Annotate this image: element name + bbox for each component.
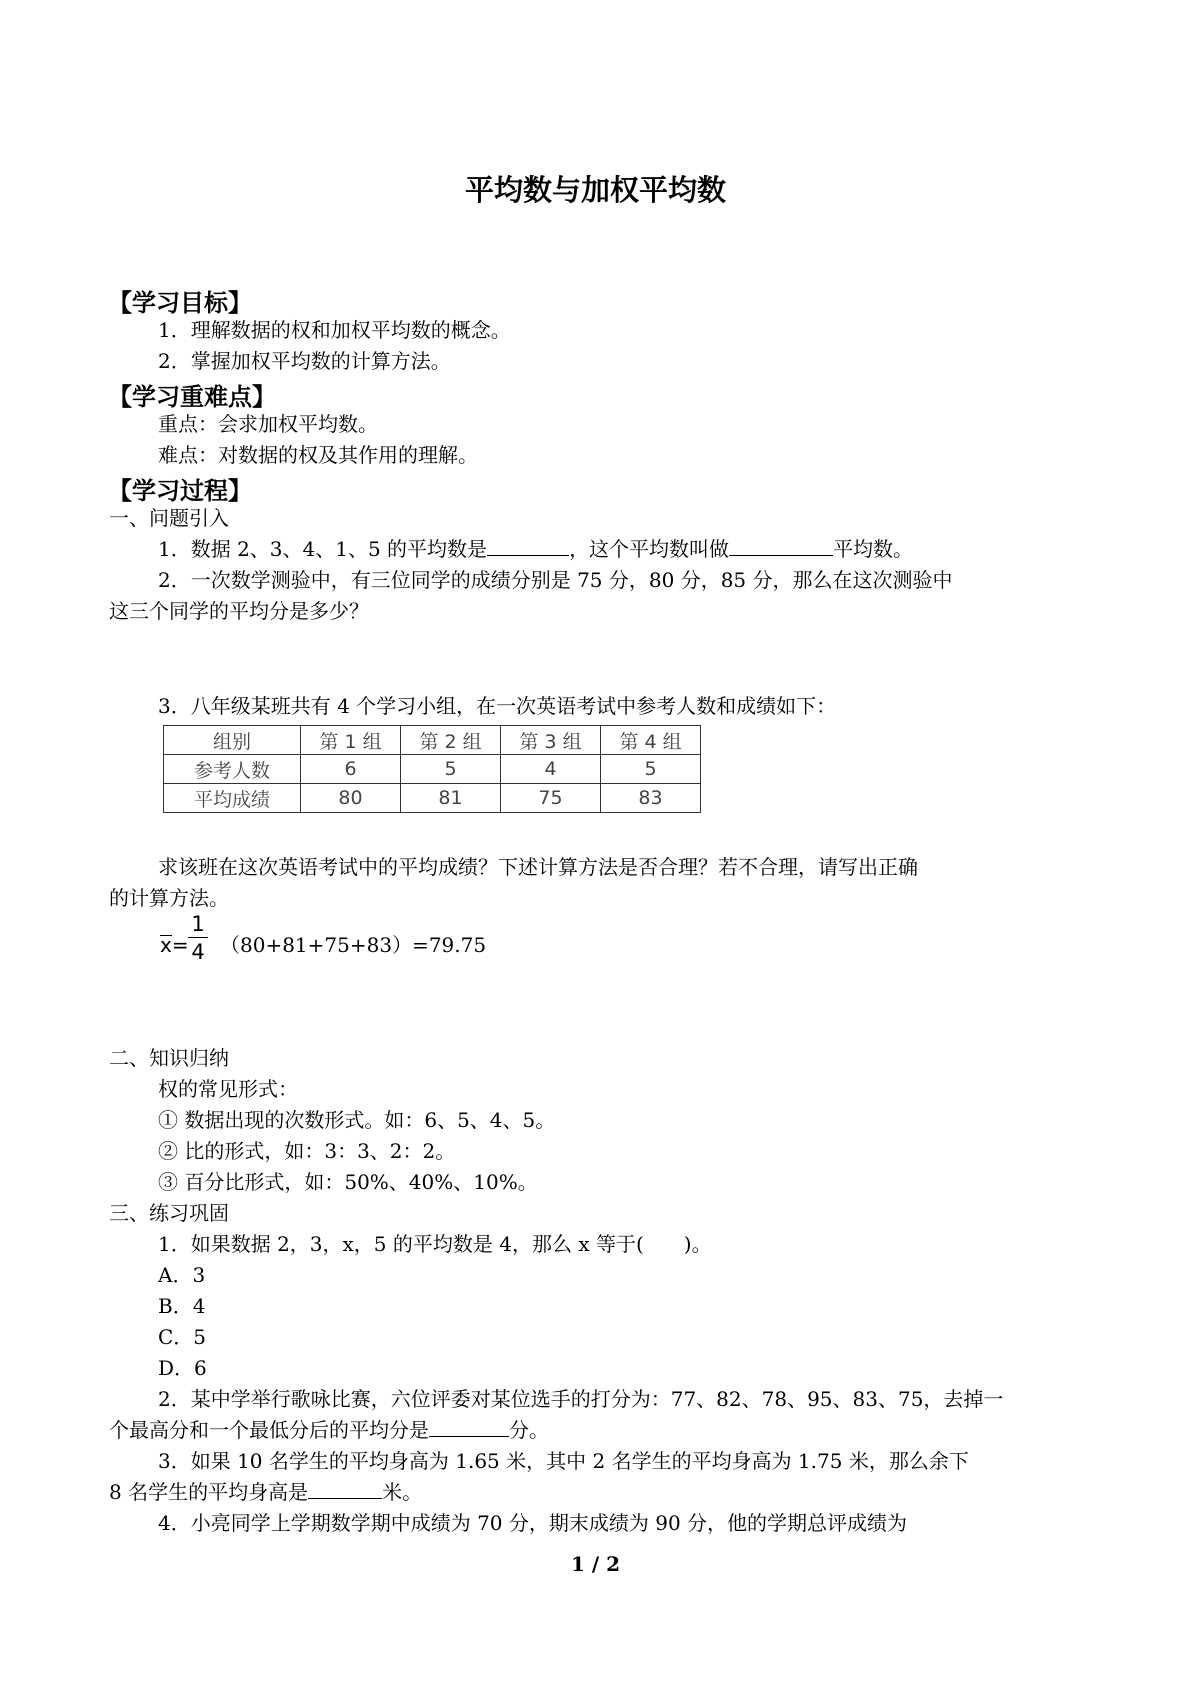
page-number: 1 / 2 — [570, 1552, 621, 1576]
table-cell: 参考人数 — [164, 755, 301, 784]
formula-denominator: 4 — [191, 940, 205, 964]
table-cell: 81 — [401, 784, 501, 813]
page-title: 平均数与加权平均数 — [464, 173, 726, 207]
part1-q3-ask-line1: 求该班在这次英语考试中的平均成绩？下述计算方法是否合理？若不合理，请写出正确 — [158, 855, 918, 879]
table-cell: 6 — [301, 755, 401, 784]
formula-numerator: 1 — [188, 911, 208, 938]
part3-q4-line1: 4．小亮同学上学期数学期中成绩为 70 分，期末成绩为 90 分，他的学期总评成绩为 — [158, 1511, 908, 1535]
table-cell: 平均成绩 — [164, 784, 301, 813]
option-b: B．4 — [158, 1294, 206, 1318]
table-row — [164, 726, 701, 755]
part2-item-2: ② 比的形式，如：3：3、2：2。 — [158, 1139, 456, 1163]
q2-text-b: 分。 — [509, 1418, 549, 1442]
part1-q3: 3．八年级某班共有 4 个学习小组，在一次英语考试中参考人数和成绩如下： — [158, 694, 837, 718]
q3-text-b: 米。 — [382, 1480, 423, 1504]
table-cell: 80 — [301, 784, 401, 813]
part2-heading: 二、知识归纳 — [109, 1046, 229, 1070]
goal-item-1: 1．理解数据的权和加权平均数的概念。 — [158, 318, 511, 342]
part2-item-1: ① 数据出现的次数形式。如：6、5、4、5。 — [158, 1108, 556, 1132]
part2-intro: 权的常见形式： — [158, 1077, 298, 1101]
q1-text-a: 1．数据 2、3、4、1、5 的平均数是 — [158, 537, 488, 561]
part1-heading: 一、问题引入 — [109, 506, 229, 530]
formula-fraction — [188, 911, 208, 966]
part1-q2-line2: 这三个同学的平均分是多少？ — [109, 599, 369, 623]
part1-q2-line1: 2．一次数学测验中，有三位同学的成绩分别是 75 分，80 分，85 分，那么在这次测验中 — [158, 568, 953, 592]
table-cell: 第 3 组 — [501, 726, 601, 755]
q1-text-c: 平均数。 — [833, 537, 914, 561]
table-row — [164, 755, 701, 784]
table-row — [164, 784, 701, 813]
part1-q1 — [158, 537, 913, 561]
part2-item-3: ③ 百分比形式，如：50%、40%、10%。 — [158, 1170, 538, 1194]
goal-heading: 【学习目标】 — [108, 288, 252, 317]
table-cell: 5 — [401, 755, 501, 784]
part3-q2-line1: 2．某中学举行歌咏比赛，六位评委对某位选手的打分为：77、82、78、95、83、75，去掉一 — [158, 1387, 1004, 1411]
part1-q3-ask-line2: 的计算方法。 — [109, 886, 229, 910]
answer-blank[interactable] — [729, 537, 833, 556]
formula-x-bar: x — [160, 933, 172, 957]
table-cell: 4 — [501, 755, 601, 784]
part3-q2-line2 — [109, 1418, 549, 1442]
table-cell: 组别 — [164, 726, 301, 755]
q3-text-a: 8 名学生的平均身高是 — [109, 1480, 309, 1504]
answer-blank[interactable] — [308, 1480, 382, 1499]
option-a: A．3 — [158, 1263, 206, 1287]
score-table — [163, 725, 701, 813]
table-cell: 5 — [601, 755, 701, 784]
table-cell: 第 2 组 — [401, 726, 501, 755]
option-d: D．6 — [158, 1356, 207, 1380]
q1-text-b: ，这个平均数叫做 — [569, 537, 730, 561]
part3-heading: 三、练习巩固 — [109, 1201, 229, 1225]
difficult-point: 难点：对数据的权及其作用的理解。 — [158, 443, 478, 467]
table-cell: 83 — [601, 784, 701, 813]
table-cell: 75 — [501, 784, 601, 813]
process-heading: 【学习过程】 — [108, 476, 252, 505]
q2-text-a: 个最高分和一个最低分后的平均分是 — [109, 1418, 429, 1442]
answer-blank[interactable] — [487, 537, 569, 556]
goal-item-2: 2．掌握加权平均数的计算方法。 — [158, 349, 451, 373]
formula-equals: = — [171, 933, 189, 957]
part3-q3-line1: 3．如果 10 名学生的平均身高为 1.65 米，其中 2 名学生的平均身高为 1.75 米，那么余下 — [158, 1449, 969, 1473]
table-cell: 第 1 组 — [301, 726, 401, 755]
key-point: 重点：会求加权平均数。 — [158, 412, 378, 436]
key-heading: 【学习重难点】 — [108, 382, 276, 411]
option-c: C．5 — [158, 1325, 207, 1349]
table-cell: 第 4 组 — [601, 726, 701, 755]
part3-q1: 1．如果数据 2，3，x，5 的平均数是 4，那么 x 等于( )。 — [158, 1232, 712, 1256]
part3-q3-line2 — [109, 1480, 422, 1504]
formula-rest: （80+81+75+83）=79.75 — [220, 933, 487, 957]
answer-blank[interactable] — [429, 1418, 509, 1437]
formula-lhs — [160, 933, 189, 957]
